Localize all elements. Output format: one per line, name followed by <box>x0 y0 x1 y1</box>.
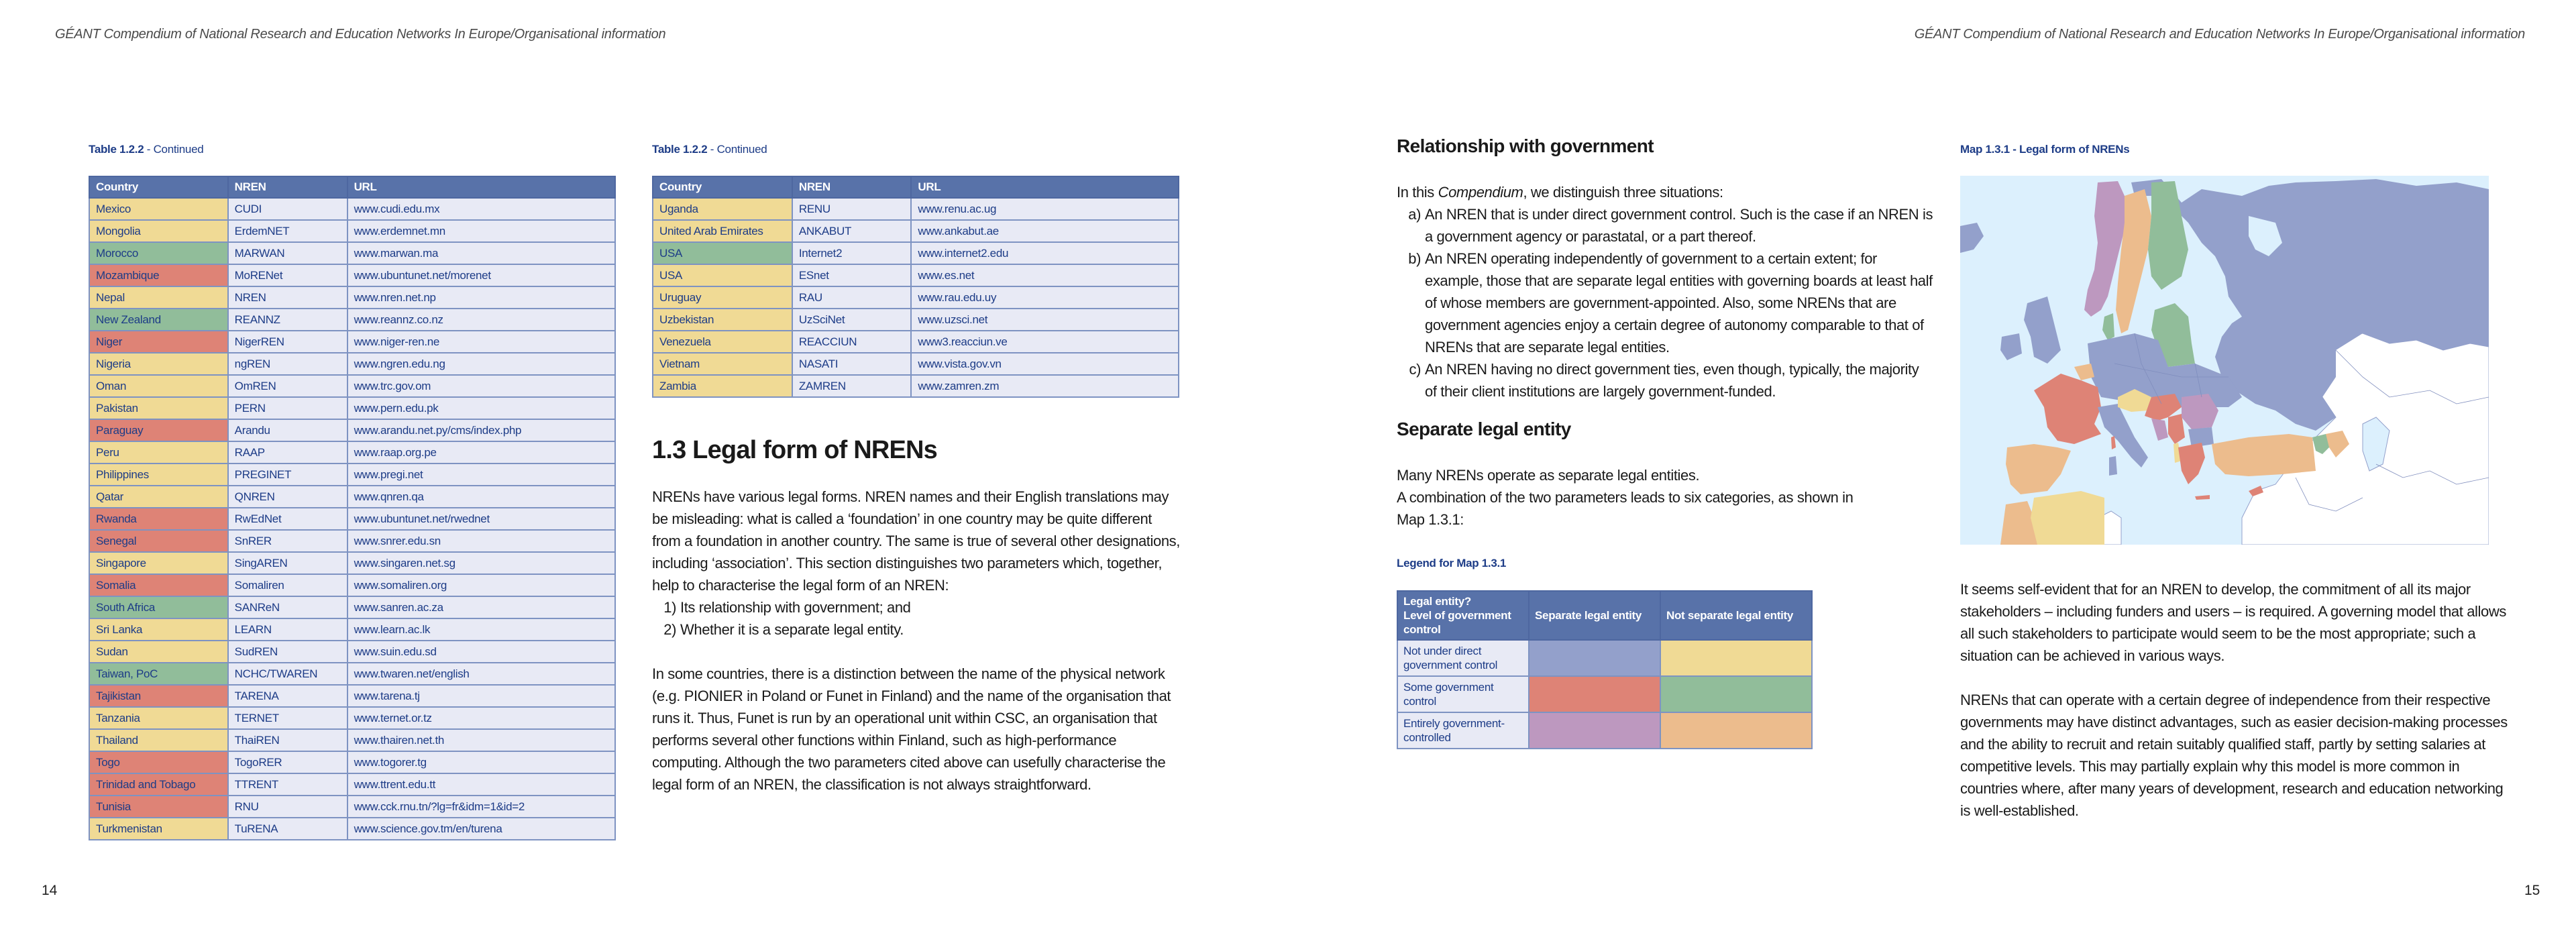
country-cell: Tajikistan <box>89 685 228 707</box>
nren-cell: CUDI <box>228 198 347 220</box>
url-cell: www.niger-ren.ne <box>347 331 615 353</box>
country-cell: Zambia <box>653 375 792 397</box>
country-cell: Venezuela <box>653 331 792 353</box>
table-row <box>89 574 615 596</box>
table-row <box>89 596 615 618</box>
country-cell: Pakistan <box>89 397 228 419</box>
table-row <box>89 464 615 486</box>
url-cell: www.learn.ac.lk <box>347 618 615 641</box>
running-header-left: GÉANT Compendium of National Research and Education Networks In Europe/Organisational information <box>55 27 666 42</box>
nren-cell: TARENA <box>228 685 347 707</box>
url-cell: www.es.net <box>911 264 1179 286</box>
country-cell: Paraguay <box>89 419 228 441</box>
table-row <box>89 641 615 663</box>
url-cell: www.singaren.net.sg <box>347 552 615 574</box>
column-header-nren: NREN <box>228 176 347 198</box>
table2-caption-label: Table 1.2.2 <box>652 143 708 156</box>
url-cell: www.sanren.ac.za <box>347 596 615 618</box>
map-graphic <box>1960 176 2489 545</box>
url-cell: www.suin.edu.sd <box>347 641 615 663</box>
country-cell: United Arab Emirates <box>653 220 792 242</box>
url-cell: www3.reacciun.ve <box>911 331 1179 353</box>
legend-row <box>1397 640 1812 676</box>
url-cell: www.rau.edu.uy <box>911 286 1179 309</box>
nren-cell: Internet2 <box>792 242 912 264</box>
url-cell: www.reannz.co.nz <box>347 309 615 331</box>
table-row <box>89 552 615 574</box>
subtitle-separate-legal-entity: Separate legal entity <box>1397 419 1571 439</box>
nren-cell: NASATI <box>792 353 912 375</box>
situation-item-b <box>1397 248 1933 358</box>
nren-cell: QNREN <box>228 486 347 508</box>
nren-cell: LEARN <box>228 618 347 641</box>
table-row <box>653 331 1179 353</box>
legend-header-row <box>1397 591 1812 640</box>
nren-cell: Arandu <box>228 419 347 441</box>
country-cell: Somalia <box>89 574 228 596</box>
url-cell: www.somaliren.org <box>347 574 615 596</box>
nren-cell: RAAP <box>228 441 347 464</box>
url-cell: www.erdemnet.mn <box>347 220 615 242</box>
page-number-right: 15 <box>2524 883 2540 898</box>
url-cell: www.uzsci.net <box>911 309 1179 331</box>
country-cell: Uganda <box>653 198 792 220</box>
governance-paragraph-2: NRENs that can operate with a certain degree of independence from their respective governments may have distinct advantages, such as easier decision-making processes and the ability to recruit and retain suitably qualified staff, partly by setting salaries at competitive levels. This may partially explain why this model is more common in countries where, after many years of development, research and education networking is well-established. <box>1960 692 2508 819</box>
separate-entity-line-2: A combination of the two parameters leads to six categories, as shown in Map 1.3.1: <box>1397 489 1854 528</box>
table-header-row <box>653 176 1179 198</box>
table-row <box>89 242 615 264</box>
legend-corner-line-1: Legal entity? <box>1403 595 1471 608</box>
country-cell: Vietnam <box>653 353 792 375</box>
nren-cell: ESnet <box>792 264 912 286</box>
country-cell: Singapore <box>89 552 228 574</box>
country-cell: Nepal <box>89 286 228 309</box>
country-cell: Taiwan, PoC <box>89 663 228 685</box>
nren-cell: REANNZ <box>228 309 347 331</box>
table-row <box>89 375 615 397</box>
nren-cell: ZAMREN <box>792 375 912 397</box>
country-cell: Peru <box>89 441 228 464</box>
table-row <box>89 530 615 552</box>
table-row <box>89 773 615 796</box>
country-cell: Togo <box>89 751 228 773</box>
nren-cell: SingAREN <box>228 552 347 574</box>
table-row <box>89 729 615 751</box>
nren-cell: PERN <box>228 397 347 419</box>
legend-corner-header <box>1397 591 1529 640</box>
table-row <box>653 220 1179 242</box>
table-row <box>89 441 615 464</box>
relationship-text <box>1397 181 1933 402</box>
nren-cell: NigerREN <box>228 331 347 353</box>
nren-cell: MoRENet <box>228 264 347 286</box>
nren-cell: ngREN <box>228 353 347 375</box>
list-text: An NREN having no direct government ties, even though, typically, the majority of their client institutions are largely government-funded. <box>1425 361 1919 400</box>
intro-italic-compendium: Compendium <box>1438 184 1523 201</box>
nren-cell: NREN <box>228 286 347 309</box>
legend-swatch-not-separate <box>1660 676 1812 712</box>
country-cell: New Zealand <box>89 309 228 331</box>
governance-paragraph-1: It seems self-evident that for an NREN to develop, the commitment of all its major stakeholders – including funders and users – is required. A governing model that allows all such stakeholders to participate would seem to be the most appropriate; such a situation can be achieved in various ways. <box>1960 581 2506 664</box>
nren-cell: TuRENA <box>228 818 347 840</box>
table-row <box>89 508 615 530</box>
nren-cell: PREGINET <box>228 464 347 486</box>
table-row <box>89 685 615 707</box>
url-cell: www.internet2.edu <box>911 242 1179 264</box>
legal-form-intro <box>652 486 1182 796</box>
column-header-url: URL <box>347 176 615 198</box>
url-cell: www.pern.edu.pk <box>347 397 615 419</box>
nren-cell: RNU <box>228 796 347 818</box>
list-text: Its relationship with government; and <box>680 599 911 616</box>
legend-col-not-separate: Not separate legal entity <box>1660 591 1812 640</box>
url-cell: www.cudi.edu.mx <box>347 198 615 220</box>
url-cell: www.ternet.or.tz <box>347 707 615 729</box>
country-cell: USA <box>653 242 792 264</box>
nren-cell: RwEdNet <box>228 508 347 530</box>
legend-row <box>1397 676 1812 712</box>
parameter-list-item-2 <box>652 618 1182 641</box>
column-header-nren: NREN <box>792 176 912 198</box>
url-cell: www.renu.ac.ug <box>911 198 1179 220</box>
url-cell: www.ngren.edu.ng <box>347 353 615 375</box>
nren-cell: ThaiREN <box>228 729 347 751</box>
country-cell: USA <box>653 264 792 286</box>
url-cell: www.arandu.net.py/cms/index.php <box>347 419 615 441</box>
table-row <box>89 796 615 818</box>
nren-cell: SANReN <box>228 596 347 618</box>
url-cell: www.science.gov.tm/en/turena <box>347 818 615 840</box>
table2-caption <box>652 143 767 156</box>
section-title-legal-form: 1.3 Legal form of NRENs <box>652 436 938 464</box>
table-row <box>89 486 615 508</box>
nren-table-1 <box>89 176 616 840</box>
column-header-country: Country <box>653 176 792 198</box>
country-cell: Qatar <box>89 486 228 508</box>
country-cell: Mexico <box>89 198 228 220</box>
situation-item-c <box>1397 358 1933 402</box>
nren-cell: OmREN <box>228 375 347 397</box>
url-cell: www.ttrent.edu.tt <box>347 773 615 796</box>
nren-cell: REACCIUN <box>792 331 912 353</box>
url-cell: www.pregi.net <box>347 464 615 486</box>
legend-row <box>1397 712 1812 749</box>
europe-legal-form-map <box>1960 176 2489 545</box>
table-row <box>89 353 615 375</box>
situation-item-a <box>1397 203 1933 248</box>
separate-entity-line-1: Many NRENs operate as separate legal entities. <box>1397 467 1700 484</box>
nren-cell: RAU <box>792 286 912 309</box>
url-cell: www.twaren.net/english <box>347 663 615 685</box>
legend-swatch-not-separate <box>1660 640 1812 676</box>
legend-caption: Legend for Map 1.3.1 <box>1397 557 1507 569</box>
legal-form-paragraph-1: NRENs have various legal forms. NREN names and their English translations may be misleading: what is called a ‘foundation’ in one country may be quite different from a foundation in another country. The same is true of several other designations, including ‘association’. This section distinguishes two parameters which, together, help to characterise the legal form of an NREN: <box>652 488 1180 594</box>
country-cell: Uruguay <box>653 286 792 309</box>
nren-table-2 <box>652 176 1179 398</box>
table-row <box>89 751 615 773</box>
column-header-country: Country <box>89 176 228 198</box>
url-cell: www.thairen.net.th <box>347 729 615 751</box>
country-cell: Tunisia <box>89 796 228 818</box>
table-row <box>653 309 1179 331</box>
nren-cell: RENU <box>792 198 912 220</box>
nren-cell: Somaliren <box>228 574 347 596</box>
list-marker: a) <box>1408 206 1421 223</box>
country-cell: Sudan <box>89 641 228 663</box>
relationship-intro <box>1397 181 1933 203</box>
country-cell: Thailand <box>89 729 228 751</box>
country-cell: Mongolia <box>89 220 228 242</box>
nren-cell: ErdemNET <box>228 220 347 242</box>
url-cell: www.tarena.tj <box>347 685 615 707</box>
url-cell: www.trc.gov.om <box>347 375 615 397</box>
table-row <box>89 220 615 242</box>
nren-cell: MARWAN <box>228 242 347 264</box>
table1-caption-label: Table 1.2.2 <box>89 143 144 156</box>
url-cell: www.snrer.edu.sn <box>347 530 615 552</box>
country-cell: Niger <box>89 331 228 353</box>
url-cell: www.raap.org.pe <box>347 441 615 464</box>
list-marker: b) <box>1408 250 1421 267</box>
nren-cell: ANKABUT <box>792 220 912 242</box>
subtitle-relationship-with-government: Relationship with government <box>1397 135 1654 156</box>
legend-row-label: Not under direct government control <box>1397 640 1529 676</box>
list-text: An NREN operating independently of government to a certain extent; for example, those that are separate legal entities with governing boards at least half of whose members are government-appointed. Also, some NRENs that are government agencies enjoy a certain degree of autonomy comparable to that of NRENs that are separate legal entities. <box>1425 250 1933 356</box>
country-cell: Morocco <box>89 242 228 264</box>
country-cell: Rwanda <box>89 508 228 530</box>
country-cell: Tanzania <box>89 707 228 729</box>
country-cell: Oman <box>89 375 228 397</box>
table1-caption-continued: - Continued <box>144 143 204 156</box>
legal-form-paragraph-2: In some countries, there is a distinction between the name of the physical network (e.g. PIONIER in Poland or Funet in Finland) and the name of the organisation that runs it. Thus, Funet is run by an operational unit within CSC, an organisation that performs several other functions within Finland, such as high-performance computing. Although the two parameters cited above can usefully characterise the legal form of an NREN, the classification is not always straightforward. <box>652 665 1171 793</box>
nren-cell: SudREN <box>228 641 347 663</box>
table-row <box>89 618 615 641</box>
parameter-list-item-1 <box>652 596 1182 618</box>
legend-row-label: Some government control <box>1397 676 1529 712</box>
url-cell: www.cck.rnu.tn/?lg=fr&idm=1&id=2 <box>347 796 615 818</box>
url-cell: www.ubuntunet.net/morenet <box>347 264 615 286</box>
intro-text-end: , we distinguish three situations: <box>1523 184 1723 201</box>
legend-swatch-separate <box>1529 712 1660 749</box>
table-row <box>89 707 615 729</box>
table-row <box>653 242 1179 264</box>
table-row <box>89 663 615 685</box>
table-row <box>89 818 615 840</box>
country-cell: Philippines <box>89 464 228 486</box>
running-header-right: GÉANT Compendium of National Research and Education Networks In Europe/Organisational information <box>1914 27 2525 42</box>
url-cell: www.vista.gov.vn <box>911 353 1179 375</box>
legend-swatch-separate <box>1529 676 1660 712</box>
table-row <box>653 353 1179 375</box>
nren-cell: UzSciNet <box>792 309 912 331</box>
country-cell: Senegal <box>89 530 228 552</box>
list-marker: 1) <box>663 599 676 616</box>
legend-corner-line-2: Level of government control <box>1403 609 1511 636</box>
table-row <box>89 264 615 286</box>
table-row <box>89 397 615 419</box>
table-row <box>89 198 615 220</box>
table-row <box>89 419 615 441</box>
table2-caption-continued: - Continued <box>707 143 767 156</box>
table-row <box>89 309 615 331</box>
nren-cell: SnRER <box>228 530 347 552</box>
table-row <box>653 198 1179 220</box>
list-text: An NREN that is under direct government control. Such is the case if an NREN is a government agency or parastatal, or a part thereof. <box>1425 206 1933 245</box>
country-cell: Trinidad and Tobago <box>89 773 228 796</box>
nren-cell: NCHC/TWAREN <box>228 663 347 685</box>
url-cell: www.togorer.tg <box>347 751 615 773</box>
legend-swatch-not-separate <box>1660 712 1812 749</box>
nren-cell: TTRENT <box>228 773 347 796</box>
column-header-url: URL <box>911 176 1179 198</box>
map-caption: Map 1.3.1 - Legal form of NRENs <box>1960 143 2130 156</box>
table-row <box>653 264 1179 286</box>
table-row <box>653 375 1179 397</box>
page-number-left: 14 <box>42 883 58 898</box>
legend-swatch-separate <box>1529 640 1660 676</box>
table-header-row <box>89 176 615 198</box>
nren-cell: TERNET <box>228 707 347 729</box>
url-cell: www.nren.net.np <box>347 286 615 309</box>
separate-entity-text <box>1397 464 1880 531</box>
table-row <box>653 286 1179 309</box>
country-cell: Sri Lanka <box>89 618 228 641</box>
country-cell: Uzbekistan <box>653 309 792 331</box>
table1-caption <box>89 143 203 156</box>
map-legend-table <box>1397 590 1813 749</box>
url-cell: www.ankabut.ae <box>911 220 1179 242</box>
url-cell: www.marwan.ma <box>347 242 615 264</box>
governance-text <box>1960 578 2510 822</box>
list-marker: 2) <box>663 621 676 638</box>
country-cell: Turkmenistan <box>89 818 228 840</box>
table-row <box>89 331 615 353</box>
country-cell: South Africa <box>89 596 228 618</box>
url-cell: www.qnren.qa <box>347 486 615 508</box>
list-marker: c) <box>1409 361 1421 378</box>
list-text: Whether it is a separate legal entity. <box>680 621 904 638</box>
table-row <box>89 286 615 309</box>
legend-col-separate: Separate legal entity <box>1529 591 1660 640</box>
nren-cell: TogoRER <box>228 751 347 773</box>
url-cell: www.ubuntunet.net/rwednet <box>347 508 615 530</box>
url-cell: www.zamren.zm <box>911 375 1179 397</box>
intro-text: In this <box>1397 184 1438 201</box>
country-cell: Mozambique <box>89 264 228 286</box>
legend-row-label: Entirely government-controlled <box>1397 712 1529 749</box>
country-cell: Nigeria <box>89 353 228 375</box>
